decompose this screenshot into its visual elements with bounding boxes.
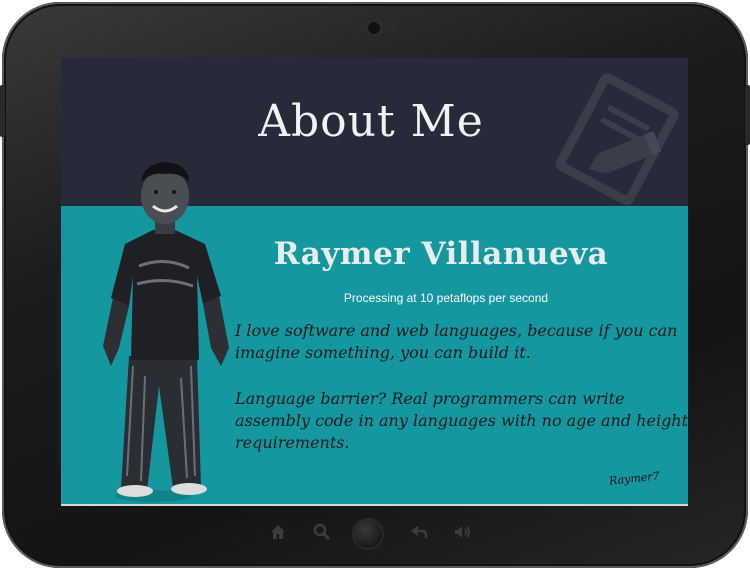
screen	[61, 58, 688, 506]
profile-photo	[89, 116, 249, 506]
profile-name: Raymer Villanueva	[273, 236, 609, 272]
document-edit-icon	[539, 66, 688, 216]
tagline: Processing at 10 petaflops per second	[343, 291, 549, 305]
side-button-left[interactable]	[0, 85, 5, 137]
side-button-right[interactable]	[745, 85, 750, 145]
home-button[interactable]	[354, 520, 382, 548]
page-title: About Me	[258, 96, 484, 147]
back-icon[interactable]	[410, 522, 430, 542]
search-icon[interactable]	[312, 522, 332, 542]
divider	[61, 504, 688, 506]
signature: Raymer7	[608, 469, 661, 488]
bio-paragraph-2: Language barrier? Real programmers can write assembly code in any languages with no age and height requirements.	[235, 389, 688, 452]
light-sensor	[386, 27, 398, 30]
camera-icon	[368, 22, 380, 34]
bio-paragraph-1: I love software and web languages, because if you can imagine something, you can build it.	[235, 321, 678, 362]
volume-icon[interactable]	[452, 522, 472, 542]
home-icon[interactable]	[268, 522, 288, 542]
